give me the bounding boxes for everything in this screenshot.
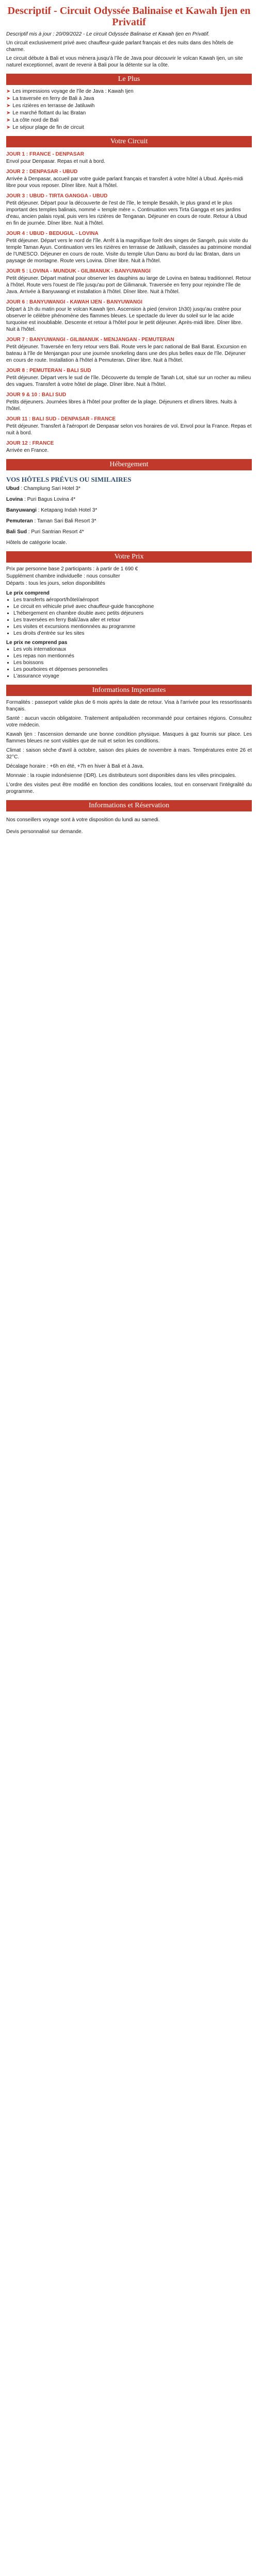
excludes-list bbox=[6, 646, 252, 680]
arrow-icon: ➤ bbox=[6, 103, 11, 109]
paragraph: Santé : aucun vaccin obligatoire. Traitement antipaludéen recommandé pour certaines régions. Consultez votre médecin. bbox=[6, 716, 252, 728]
day-text: Envol pour Denpasar. Repas et nuit à bord. bbox=[6, 159, 105, 164]
list-item: • Les pourboires et dépenses personnelles bbox=[13, 666, 252, 673]
program-days bbox=[6, 151, 252, 454]
day-text: Petit déjeuner. Départ pour la découverte de l'est de l'île, le temple Besakih, le plus grand et le plus important des temples balinais, nommé « temple mère ». Continuation vers Tirta Gangga et ses jardins d'eau, ancien palais royal, puis vers les rizières de Tenganan. Déjeuner en cours de route. Retour à Ubud en fin de journée. Dîner libre. Nuit à l'hôtel. bbox=[6, 200, 247, 226]
intro-text: Un circuit exclusivement privé avec chauffeur-guide parlant français et des nuits dans des hôtels de charme. bbox=[6, 40, 234, 53]
page bbox=[0, 0, 258, 851]
day-text: Petit déjeuner. Traversée en ferry retour vers Bali. Route vers le parc national de Bali Barat. Excursion en bateau à l'île de Menjangan pour une journée snorkeling dans une des plus belles eaux de l'île. Déjeuner en cours de route. Installation à l'hôtel à Pemuteran. Dîner libre. Nuit à l'hôtel. bbox=[6, 344, 247, 363]
price-line: Départs : tous les jours, selon disponibilités bbox=[6, 581, 105, 586]
list-item: ➤ La traversée en ferry de Bali à Java bbox=[6, 96, 94, 101]
list-item: ➤ La côte nord de Bali bbox=[6, 117, 59, 123]
paragraph: Formalités : passeport valide plus de 6 mois après la date de retour. Visa à l'arrivée pour les ressortissants français. bbox=[6, 700, 252, 712]
day-title: JOUR 2 : DENPASAR - UBUD bbox=[6, 169, 78, 175]
day-text: Départ à 1h du matin pour le volcan Kawah Ijen. Ascension à pied (environ 1h30) jusqu'au cratère pour observer le célèbre phénomène des flammes bleues. Le spectacle du lever du soleil sur le lac acide turquoise est inoubliable. Descente et retour à l'hôtel pour le petit déjeuner. Après-midi libre. Dîner libre. Nuit à l'hôtel. bbox=[6, 307, 243, 332]
list-item: • Le circuit en véhicule privé avec chauffeur-guide francophone bbox=[13, 603, 252, 610]
section-heading-conditions: Informations Importantes bbox=[6, 685, 252, 696]
page-title: Descriptif - Circuit Odyssée Balinaise et Kawah Ijen en Privatif bbox=[7, 5, 251, 28]
price-lines bbox=[6, 566, 252, 587]
day-text: Petit déjeuner. Départ matinal pour observer les dauphins au large de Lovina en bateau traditionnel. Retour à l'hôtel. Route vers l'ouest de l'île jusqu'au port de Gilimanuk. Traversée en ferry pour rejoindre l'île de Java. Arrivée à Banyuwangi et installation à l'hôtel. Dîner libre. Nuit à l'hôtel. bbox=[6, 276, 251, 295]
list-item: • Les boissons bbox=[13, 659, 252, 666]
day-text: Petit déjeuner. Transfert à l'aéroport de Denpasar selon vos horaires de vol. Envol pour la France. Repas et nuit à bord. bbox=[6, 423, 252, 436]
day-text: Petit déjeuner. Départ vers le sud de l'île. Découverte du temple de Tanah Lot, situé sur un rocher au milieu des vagues. Transfert à votre hôtel de plage. Dîner libre. Nuit à l'hôtel. bbox=[6, 375, 251, 387]
contact-line: Devis personnalisé sur demande. bbox=[6, 829, 83, 835]
list-item: • Les vols internationaux bbox=[13, 646, 252, 653]
hotel-list bbox=[6, 485, 252, 535]
contact-block bbox=[6, 817, 252, 835]
day-text: Arrivée à Denpasar, accueil par votre guide parlant français et transfert à votre hôtel à Ubud. Après-midi libre pour vous reposer. Dîner libre. Nuit à l'hôtel. bbox=[6, 176, 244, 189]
list-item: • Les transferts aéroport/hôtel/aéroport bbox=[13, 597, 252, 603]
hotel-item: Lovina : Puri Bagus Lovina 4* bbox=[6, 497, 75, 502]
day-title: JOUR 11 : BALI SUD - DENPASAR - FRANCE bbox=[6, 416, 116, 422]
conditions-text bbox=[6, 699, 252, 795]
list-item: ➤ Les impressions voyage de l'île de Java : Kawah Ijen bbox=[6, 89, 134, 94]
day-title: JOUR 3 : UBUD - TIRTA GANGGA - UBUD bbox=[6, 193, 108, 199]
day-title: JOUR 12 : FRANCE bbox=[6, 440, 54, 446]
section-heading-contact: Informations et Réservation bbox=[6, 800, 252, 811]
list-item: • Les droits d'entrée sur les sites bbox=[13, 630, 252, 637]
list-item: • L'hébergement en chambre double avec petits déjeuners bbox=[13, 610, 252, 617]
day-title: JOUR 9 & 10 : BALI SUD bbox=[6, 392, 67, 398]
hotel-note: Hôtels de catégorie locale. bbox=[6, 540, 67, 546]
arrow-icon: ➤ bbox=[6, 89, 11, 94]
section-heading-hotels: Hébergement bbox=[6, 459, 252, 470]
hotel-item: Bali Sud : Puri Santrian Resort 4* bbox=[6, 529, 84, 535]
section-heading-pricing: Votre Prix bbox=[6, 551, 252, 563]
highlights-list bbox=[6, 88, 252, 131]
hotel-item: Pemuteran : Taman Sari Bali Resort 3* bbox=[6, 518, 96, 524]
section-heading-program: Votre Circuit bbox=[6, 136, 252, 147]
arrow-icon: ➤ bbox=[6, 96, 11, 101]
list-item: ➤ Le séjour plage de fin de circuit bbox=[6, 125, 84, 130]
paragraph: Climat : saison sèche d'avril à octobre, saison des pluies de novembre à mars. Températures entre 26 et 32°C. bbox=[6, 748, 252, 760]
paragraph: Kawah Ijen : l'ascension demande une bonne condition physique. Masques à gaz fournis sur place. Les flammes bleues ne sont visibles que de nuit et selon les conditions. bbox=[6, 732, 252, 744]
day-text: Petit déjeuner. Départ vers le nord de l'île. Arrêt à la magnifique forêt des singes de Sangeh, puis visite du temple Taman Ayun. Continuation vers les rizières en terrasse de Jatiluwih, classées au patrimoine mondial de l'UNESCO. Déjeuner en cours de route. Visite du temple Ulun Danu au bord du lac Bratan, dans un paysage de montagne. Route vers Lovina. Dîner libre. Nuit à l'hôtel. bbox=[6, 238, 251, 264]
hotel-item: Banyuwangi : Ketapang Indah Hotel 3* bbox=[6, 507, 98, 513]
arrow-icon: ➤ bbox=[6, 110, 11, 116]
arrow-icon: ➤ bbox=[6, 117, 11, 123]
day-text: Arrivée en France. bbox=[6, 448, 49, 453]
list-item: ➤ Les rizières en terrasse de Jatiluwih bbox=[6, 103, 95, 109]
section-heading-highlights: Le Plus bbox=[6, 74, 252, 85]
list-item: • Les repas non mentionnés bbox=[13, 653, 252, 659]
list-item: • Les traversées en ferry Bali/Java aller et retour bbox=[13, 617, 252, 623]
paragraph: L'ordre des visites peut être modifié en fonction des conditions locales, tout en conservant l'intégralité du programme. bbox=[6, 782, 252, 794]
hotels-subheading: VOS HÔTELS PRÉVUS OU SIMILAIRES bbox=[6, 476, 132, 483]
day-title: JOUR 7 : BANYUWANGI - GILIMANUK - MENJANGAN - PEMUTERAN bbox=[6, 337, 174, 343]
intro-text-2: Le circuit débute à Bali et vous mènera jusqu'à l'île de Java pour découvrir le volcan Kawah Ijen, un site naturel exceptionnel, avant de revenir à Bali pour la détente sur la côte. bbox=[6, 56, 243, 68]
includes-title: Le prix comprend bbox=[6, 590, 50, 596]
list-item: • Les visites et excursions mentionnées au programme bbox=[13, 623, 252, 630]
excludes-title: Le prix ne comprend pas bbox=[6, 640, 68, 646]
list-item: ➤ Le marché flottant du lac Bratan bbox=[6, 110, 86, 116]
paragraph: Monnaie : la roupie indonésienne (IDR). Les distributeurs sont disponibles dans les villes principales. bbox=[6, 773, 236, 778]
day-text: Petits déjeuners. Journées libres à l'hôtel pour profiter de la plage. Déjeuners et dîners libres. Nuits à l'hôtel. bbox=[6, 399, 237, 412]
day-title: JOUR 1 : FRANCE - DENPASAR bbox=[6, 151, 84, 157]
day-title: JOUR 5 : LOVINA - MUNDUK - GILIMANUK - BANYUWANGI bbox=[6, 268, 151, 274]
hotel-item: Ubud : Champlung Sari Hotel 3* bbox=[6, 486, 80, 492]
arrow-icon: ➤ bbox=[6, 125, 11, 130]
update-note: Descriptif mis à jour : 20/09/2022 - Le circuit Odyssée Balinaise et Kawah Ijen en Privatif. bbox=[6, 31, 210, 37]
price-line: Prix par personne base 2 participants : à partir de 1 690 € bbox=[6, 566, 138, 572]
day-title: JOUR 4 : UBUD - BEDUGUL - LOVINA bbox=[6, 231, 99, 236]
price-line: Supplément chambre individuelle : nous consulter bbox=[6, 573, 120, 579]
list-item: • L'assurance voyage bbox=[13, 673, 252, 680]
contact-line: Nos conseillers voyage sont à votre disposition du lundi au samedi. bbox=[6, 817, 160, 823]
paragraph: Décalage horaire : +6h en été, +7h en hiver à Bali et à Java. bbox=[6, 764, 144, 769]
includes-list bbox=[6, 597, 252, 637]
day-title: JOUR 8 : PEMUTERAN - BALI SUD bbox=[6, 368, 91, 374]
day-title: JOUR 6 : BANYUWANGI - KAWAH IJEN - BANYUWANGI bbox=[6, 299, 142, 305]
